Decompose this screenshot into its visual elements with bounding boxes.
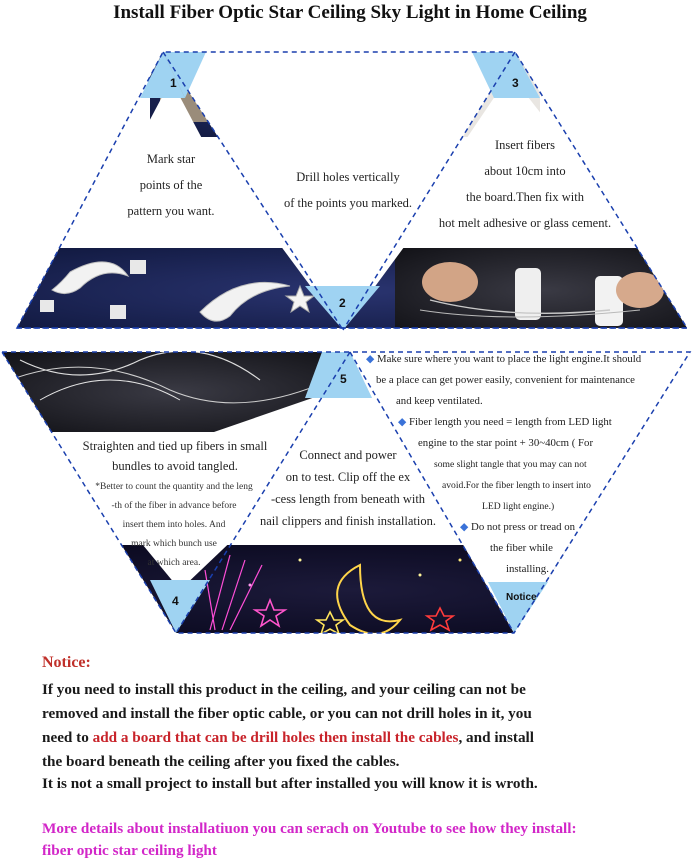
notice-paragraph-1: If you need to install this product in the ceiling, and your ceiling can not be removed and install the fiber optic cable, or you can not drill holes in it, you need to add a board that can be drill holes then install the cables, and install the board beneath the ceiling after you fixed the cables. [42,681,534,770]
page-title: Install Fiber Optic Star Ceiling Sky Light in Home Ceiling [113,2,587,23]
step5-text: Connect and power on to test. Clip off the ex -cess length from beneath with nail clippers and finish installation. [259,448,436,528]
step1-number: 1 [170,76,177,90]
bullet-icon: ◆ [366,353,375,365]
step3-text: Insert fibers about 10cm into the board.Then fix with hot melt adhesive or glass cement. [438,138,612,230]
step5-number: 5 [340,372,347,386]
bullet-icon: ◆ [460,521,469,533]
step2-number: 2 [339,296,346,310]
notice-triangle-text: ◆ Make sure where you want to place the light engine.It should be a place can get power easily, convenient for maintenance and keep ventilated. ◆ Fiber length you need = length from LED light engine to the star point + 30~40cm ( For some slight tangle that you may can not avoid.For the fiber length to insert into LED light engine.) ◆ Do not press or tread on the fiber while installing. [366,353,642,575]
step4-note: *Better to count the quantity and the leng -th of the fiber in advance before insert them into holes. And mark which bunch use at which area. [95,482,253,568]
highlight-text: add a board that can be drill holes then install the cables [92,729,459,746]
step1-text: Mark star points of the pattern you want. [127,152,215,218]
bullet-icon: ◆ [398,416,407,428]
step3-number: 3 [512,76,519,90]
notice-paragraph-2: It is not a small project to install but after installed you will know it is wroth. [42,775,538,792]
more-details-text: More details about installatiuon you can serach on Youtube to see how they install: fiber optic star ceiling light [42,820,577,859]
step4-text: Straighten and tied up fibers in small bundles to avoid tangled. [82,439,268,473]
step2-text: Drill holes vertically of the points you marked. [283,170,413,210]
step4-number: 4 [172,594,179,608]
notice-label: Notice [506,592,537,603]
notice-heading: Notice: [42,654,91,671]
